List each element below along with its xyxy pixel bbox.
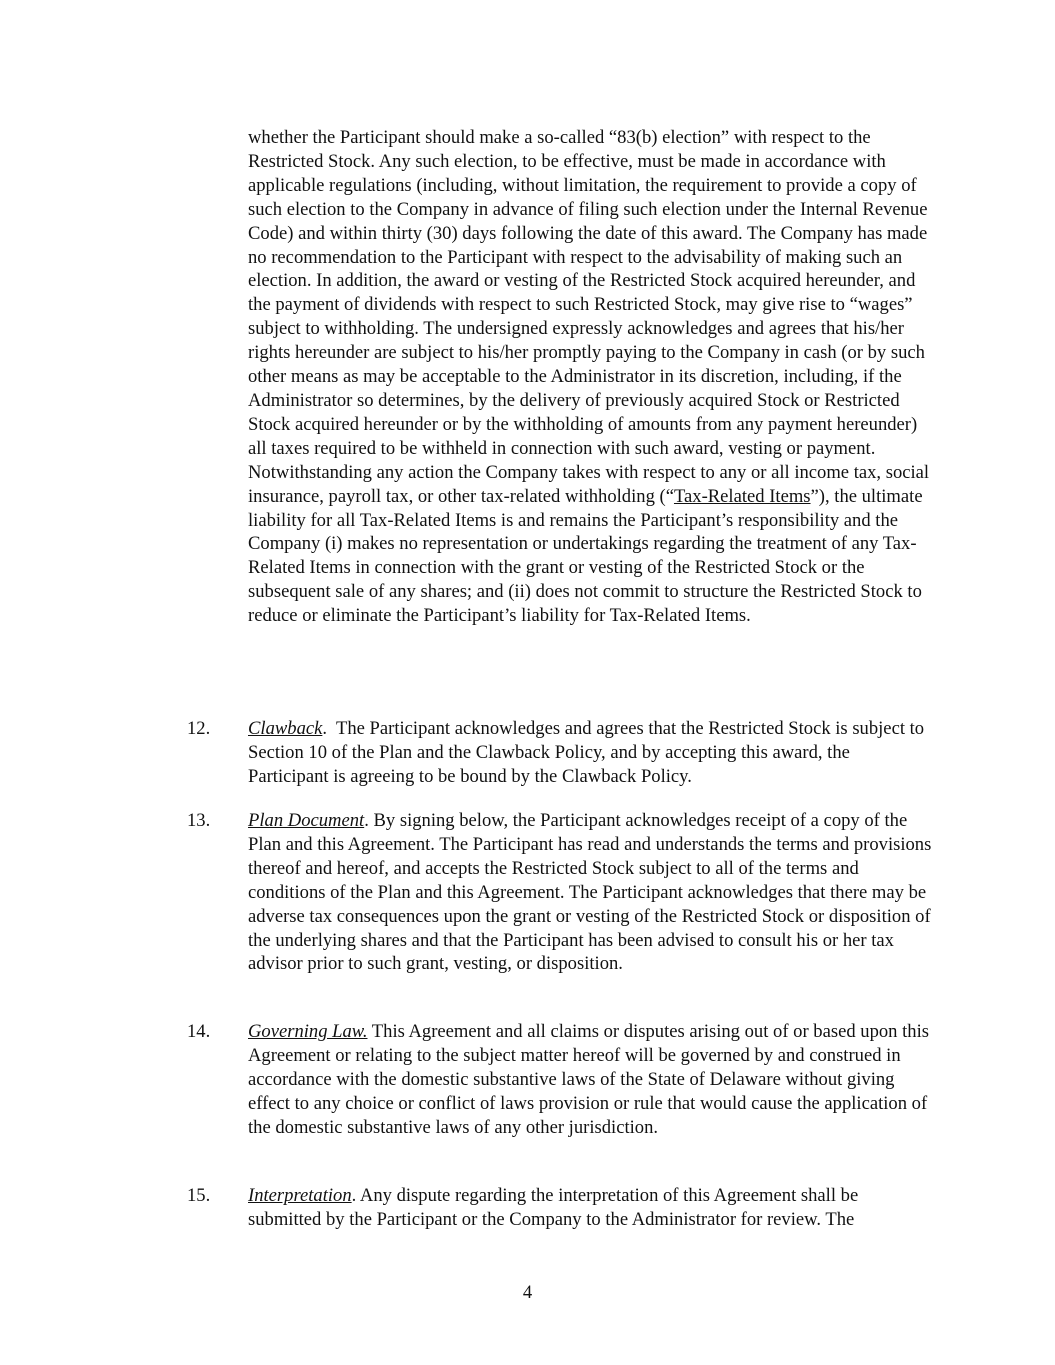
section-body <box>248 1020 932 1140</box>
section-body <box>248 1184 932 1232</box>
heading-separator: . <box>322 718 336 739</box>
section-heading: Interpretation <box>248 1185 352 1206</box>
page-number: 4 <box>522 1282 533 1303</box>
section-number: 14. <box>187 1021 211 1042</box>
defined-term: Tax-Related Items <box>673 485 811 507</box>
heading-separator: . <box>351 1185 360 1206</box>
section-number: 12. <box>187 718 211 739</box>
section-text: Any dispute regarding the interpretation of this Agreement shall be submitted by the Participant or the Company to the Administrator for review. The <box>248 1185 859 1230</box>
section-body <box>248 717 932 789</box>
section-heading: Governing Law. <box>248 1021 368 1042</box>
heading-separator: . <box>364 810 374 831</box>
section-text: This Agreement and all claims or disputes arising out of or based upon this Agreement or relating to the subject matter hereof will be governed by and construed in accordance with the domestic substantive laws of the State of Delaware without giving effect to any choice or conflict of laws provision or rule that would cause the application of the domestic substantive laws of any other jurisdiction. <box>248 1021 929 1138</box>
section-body <box>248 809 932 976</box>
paragraph-text: whether the Participant should make a so-called “83(b) election” with respect to the Restricted Stock. Any such election, to be effective, must be made in accordance with applicable regulations (including, without limitation, the requirement to provide a copy of such election to the Company in advance of filing such election under the Internal Revenue Code) and within thirty (30) days following the date of this award. The Company has made no recommendation to the Participant with respect to the advisability of making such an election. In addition, the award or vesting of the Restricted Stock acquired hereunder, and the payment of dividends with respect to such Restricted Stock, may give rise to “wages” subject to withholding. The undersigned expressly acknowledges and agrees that his/her rights hereunder are subject to his/her promptly paying to the Company in cash (or by such other means as may be acceptable to the Administrator in its discretion, including, if the Administrator so determines, by the delivery of previously acquired Stock or Restricted Stock acquired hereunder or by the withholding of amounts from any payment hereunder) all taxes required to be withheld in connection with such award, vesting or payment. Notwithstanding any action the Company takes with respect to any or all income tax, social insurance, payroll tax, or other tax-related withholding (“ <box>248 127 930 507</box>
section-heading: Clawback <box>248 718 323 739</box>
section-text: The Participant acknowledges and agrees that the Restricted Stock is subject to Section 10 of the Plan and the Clawback Policy, and by accepting this award, the Participant is agreeing to be bound by the Clawback Policy. <box>248 718 925 787</box>
section-text: By signing below, the Participant acknowledges receipt of a copy of the Plan and this Agreement. The Participant has read and understands the terms and provisions thereof and hereof, and accepts the Restricted Stock subject to all of the terms and conditions of the Plan and this Agreement. The Participant acknowledges that there may be adverse tax consequences upon the grant or vesting of the Restricted Stock or disposition of the underlying shares and that the Participant has been advised to consult his or her tax advisor prior to such grant, vesting, or disposition. <box>248 810 932 975</box>
paragraph-text: ”), the ultimate liability for all Tax-Related Items is and remains the Participant’s responsibility and the Company (i) makes no representation or undertakings regarding the treatment of any Tax-Related Items in connection with the grant or vesting of the Restricted Stock or the subsequent sale of any shares; and (ii) does not commit to structure the Restricted Stock to reduce or eliminate the Participant’s liability for Tax-Related Items. <box>248 485 923 627</box>
section-heading: Plan Document <box>248 810 365 831</box>
continued-paragraph <box>248 126 930 628</box>
section-number: 15. <box>187 1185 211 1206</box>
section-number: 13. <box>187 810 211 831</box>
